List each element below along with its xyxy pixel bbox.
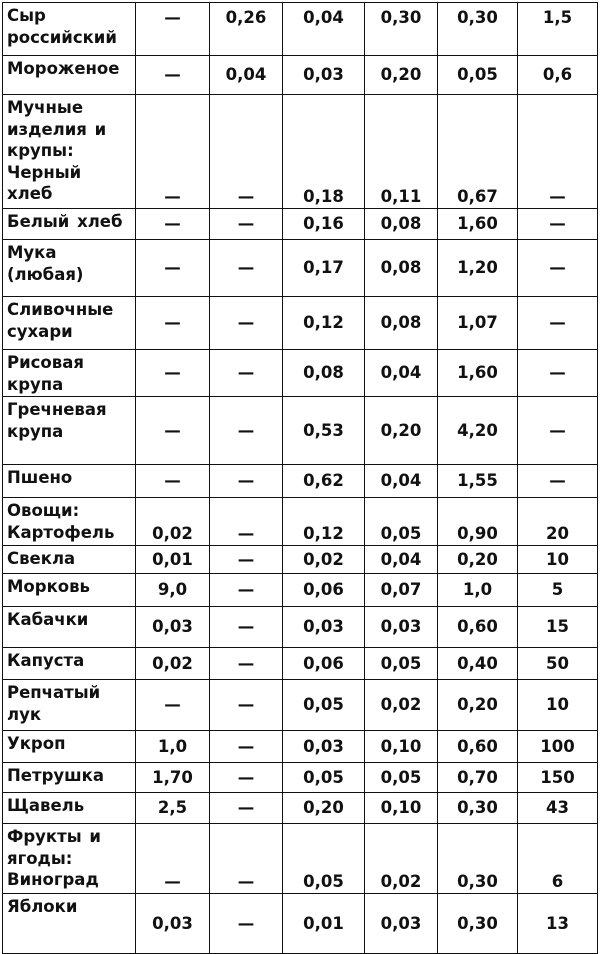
value-cell: 0,08 bbox=[283, 350, 365, 397]
value-cell: 50 bbox=[518, 648, 598, 680]
table-row bbox=[3, 297, 598, 350]
product-name-cell: Свекла bbox=[3, 546, 136, 574]
value-cell: 0,6 bbox=[518, 56, 598, 95]
value-cell: 0,04 bbox=[283, 3, 365, 56]
value-cell: 0,02 bbox=[365, 824, 438, 894]
value-cell: 0,05 bbox=[365, 763, 438, 793]
value-cell: 0,01 bbox=[283, 894, 365, 954]
table-row bbox=[3, 793, 598, 824]
value-cell: 0,08 bbox=[365, 240, 438, 297]
value-cell: 1,5 bbox=[518, 3, 598, 56]
value-cell: 1,60 bbox=[438, 350, 518, 397]
value-cell: 0,02 bbox=[136, 648, 210, 680]
value-cell: 0,17 bbox=[283, 240, 365, 297]
table-row bbox=[3, 680, 598, 731]
value-cell: 0,20 bbox=[365, 56, 438, 95]
product-name-cell: Репчатый лук bbox=[3, 680, 136, 731]
product-name-cell: Мука (любая) bbox=[3, 240, 136, 297]
value-cell: 0,08 bbox=[365, 297, 438, 350]
value-cell: 0,12 bbox=[283, 498, 365, 546]
value-cell: 1,07 bbox=[438, 297, 518, 350]
product-name-cell: Гречневая крупа bbox=[3, 397, 136, 465]
value-cell: — bbox=[136, 680, 210, 731]
value-cell: — bbox=[136, 397, 210, 465]
value-cell: 0,20 bbox=[365, 397, 438, 465]
product-name-cell: Рисовая крупа bbox=[3, 350, 136, 397]
table-row bbox=[3, 824, 598, 894]
value-cell: — bbox=[136, 240, 210, 297]
value-cell: — bbox=[210, 546, 283, 574]
value-cell: 0,60 bbox=[438, 607, 518, 648]
value-cell: 0,04 bbox=[365, 350, 438, 397]
value-cell: 0,67 bbox=[438, 95, 518, 209]
value-cell: — bbox=[210, 209, 283, 240]
product-name-cell: Яблоки bbox=[3, 894, 136, 954]
value-cell: — bbox=[210, 793, 283, 824]
value-cell: 0,10 bbox=[365, 793, 438, 824]
value-cell: 0,02 bbox=[136, 498, 210, 546]
value-cell: 0,30 bbox=[438, 793, 518, 824]
table-row bbox=[3, 465, 598, 498]
value-cell: 1,60 bbox=[438, 209, 518, 240]
product-name-cell: Мороженое bbox=[3, 56, 136, 95]
value-cell: — bbox=[210, 95, 283, 209]
table-row bbox=[3, 498, 598, 546]
value-cell: 0,20 bbox=[438, 680, 518, 731]
table-row bbox=[3, 731, 598, 763]
value-cell: 0,06 bbox=[283, 574, 365, 607]
product-name-cell: Щавель bbox=[3, 793, 136, 824]
table-row bbox=[3, 648, 598, 680]
value-cell: 0,20 bbox=[438, 546, 518, 574]
value-cell: 0,01 bbox=[136, 546, 210, 574]
value-cell: 1,20 bbox=[438, 240, 518, 297]
value-cell: — bbox=[210, 574, 283, 607]
value-cell: 0,12 bbox=[283, 297, 365, 350]
value-cell: — bbox=[136, 465, 210, 498]
value-cell: 10 bbox=[518, 680, 598, 731]
value-cell: 0,03 bbox=[136, 894, 210, 954]
value-cell: — bbox=[518, 240, 598, 297]
value-cell: — bbox=[518, 397, 598, 465]
product-name-cell: Сливочные сухари bbox=[3, 297, 136, 350]
value-cell: — bbox=[518, 297, 598, 350]
value-cell: 0,03 bbox=[365, 894, 438, 954]
value-cell: 6 bbox=[518, 824, 598, 894]
table-row bbox=[3, 56, 598, 95]
value-cell: 0,18 bbox=[283, 95, 365, 209]
table-row bbox=[3, 763, 598, 793]
value-cell: — bbox=[136, 209, 210, 240]
table-body bbox=[3, 3, 598, 954]
value-cell: 150 bbox=[518, 763, 598, 793]
value-cell: — bbox=[210, 607, 283, 648]
value-cell: 0,20 bbox=[283, 793, 365, 824]
value-cell: 0,70 bbox=[438, 763, 518, 793]
value-cell: 0,08 bbox=[365, 209, 438, 240]
value-cell: 13 bbox=[518, 894, 598, 954]
value-cell: — bbox=[136, 824, 210, 894]
value-cell: — bbox=[210, 498, 283, 546]
value-cell: 0,30 bbox=[438, 824, 518, 894]
value-cell: — bbox=[518, 95, 598, 209]
value-cell: — bbox=[210, 240, 283, 297]
value-cell: 20 bbox=[518, 498, 598, 546]
product-name-cell: Фрукты и ягоды: Виноград bbox=[3, 824, 136, 894]
value-cell: 1,0 bbox=[438, 574, 518, 607]
value-cell: 100 bbox=[518, 731, 598, 763]
value-cell: 0,02 bbox=[283, 546, 365, 574]
value-cell: 0,90 bbox=[438, 498, 518, 546]
product-name-cell: Мучные изделия и крупы: Черный хлеб bbox=[3, 95, 136, 209]
value-cell: 0,05 bbox=[283, 763, 365, 793]
value-cell: 0,03 bbox=[365, 607, 438, 648]
value-cell: 1,0 bbox=[136, 731, 210, 763]
value-cell: 0,05 bbox=[283, 680, 365, 731]
value-cell: 0,03 bbox=[283, 731, 365, 763]
product-name-cell: Овощи: Картофель bbox=[3, 498, 136, 546]
value-cell: 0,05 bbox=[438, 56, 518, 95]
table-row bbox=[3, 95, 598, 209]
value-cell: 1,70 bbox=[136, 763, 210, 793]
value-cell: 0,30 bbox=[438, 3, 518, 56]
value-cell: — bbox=[210, 763, 283, 793]
value-cell: 0,04 bbox=[210, 56, 283, 95]
value-cell: 0,05 bbox=[365, 498, 438, 546]
value-cell: 0,03 bbox=[283, 607, 365, 648]
value-cell: 0,62 bbox=[283, 465, 365, 498]
product-name-cell: Петрушка bbox=[3, 763, 136, 793]
value-cell: — bbox=[210, 731, 283, 763]
value-cell: — bbox=[136, 3, 210, 56]
value-cell: 0,30 bbox=[365, 3, 438, 56]
value-cell: 1,55 bbox=[438, 465, 518, 498]
value-cell: — bbox=[210, 465, 283, 498]
value-cell: 5 bbox=[518, 574, 598, 607]
product-name-cell: Пшено bbox=[3, 465, 136, 498]
nutrient-table bbox=[2, 2, 598, 954]
table-row bbox=[3, 546, 598, 574]
value-cell: 0,05 bbox=[365, 648, 438, 680]
value-cell: 0,02 bbox=[365, 680, 438, 731]
value-cell: 0,04 bbox=[365, 465, 438, 498]
table-row bbox=[3, 3, 598, 56]
product-name-cell: Сыр российский bbox=[3, 3, 136, 56]
value-cell: 2,5 bbox=[136, 793, 210, 824]
value-cell: 0,60 bbox=[438, 731, 518, 763]
value-cell: 10 bbox=[518, 546, 598, 574]
value-cell: — bbox=[210, 397, 283, 465]
table-row bbox=[3, 574, 598, 607]
product-name-cell: Кабачки bbox=[3, 607, 136, 648]
table-row bbox=[3, 607, 598, 648]
product-name-cell: Капуста bbox=[3, 648, 136, 680]
product-name-cell: Белый хлеб bbox=[3, 209, 136, 240]
value-cell: — bbox=[210, 680, 283, 731]
value-cell: — bbox=[136, 95, 210, 209]
value-cell: — bbox=[518, 465, 598, 498]
table-row bbox=[3, 209, 598, 240]
table-row bbox=[3, 350, 598, 397]
value-cell: 4,20 bbox=[438, 397, 518, 465]
table-row bbox=[3, 397, 598, 465]
value-cell: 0,53 bbox=[283, 397, 365, 465]
value-cell: 0,07 bbox=[365, 574, 438, 607]
value-cell: 0,03 bbox=[136, 607, 210, 648]
value-cell: 0,10 bbox=[365, 731, 438, 763]
value-cell: — bbox=[518, 209, 598, 240]
value-cell: — bbox=[210, 824, 283, 894]
value-cell: 0,26 bbox=[210, 3, 283, 56]
value-cell: — bbox=[210, 297, 283, 350]
value-cell: — bbox=[136, 350, 210, 397]
table-row bbox=[3, 894, 598, 954]
value-cell: — bbox=[210, 648, 283, 680]
value-cell: 0,40 bbox=[438, 648, 518, 680]
value-cell: 9,0 bbox=[136, 574, 210, 607]
value-cell: — bbox=[210, 894, 283, 954]
value-cell: 0,16 bbox=[283, 209, 365, 240]
value-cell: 0,11 bbox=[365, 95, 438, 209]
value-cell: 0,06 bbox=[283, 648, 365, 680]
value-cell: 15 bbox=[518, 607, 598, 648]
value-cell: 0,30 bbox=[438, 894, 518, 954]
value-cell: — bbox=[210, 350, 283, 397]
value-cell: 0,03 bbox=[283, 56, 365, 95]
value-cell: — bbox=[136, 56, 210, 95]
value-cell: 0,04 bbox=[365, 546, 438, 574]
product-name-cell: Морковь bbox=[3, 574, 136, 607]
table-row bbox=[3, 240, 598, 297]
product-name-cell: Укроп bbox=[3, 731, 136, 763]
value-cell: — bbox=[136, 297, 210, 350]
value-cell: 0,05 bbox=[283, 824, 365, 894]
value-cell: 43 bbox=[518, 793, 598, 824]
value-cell: — bbox=[518, 350, 598, 397]
